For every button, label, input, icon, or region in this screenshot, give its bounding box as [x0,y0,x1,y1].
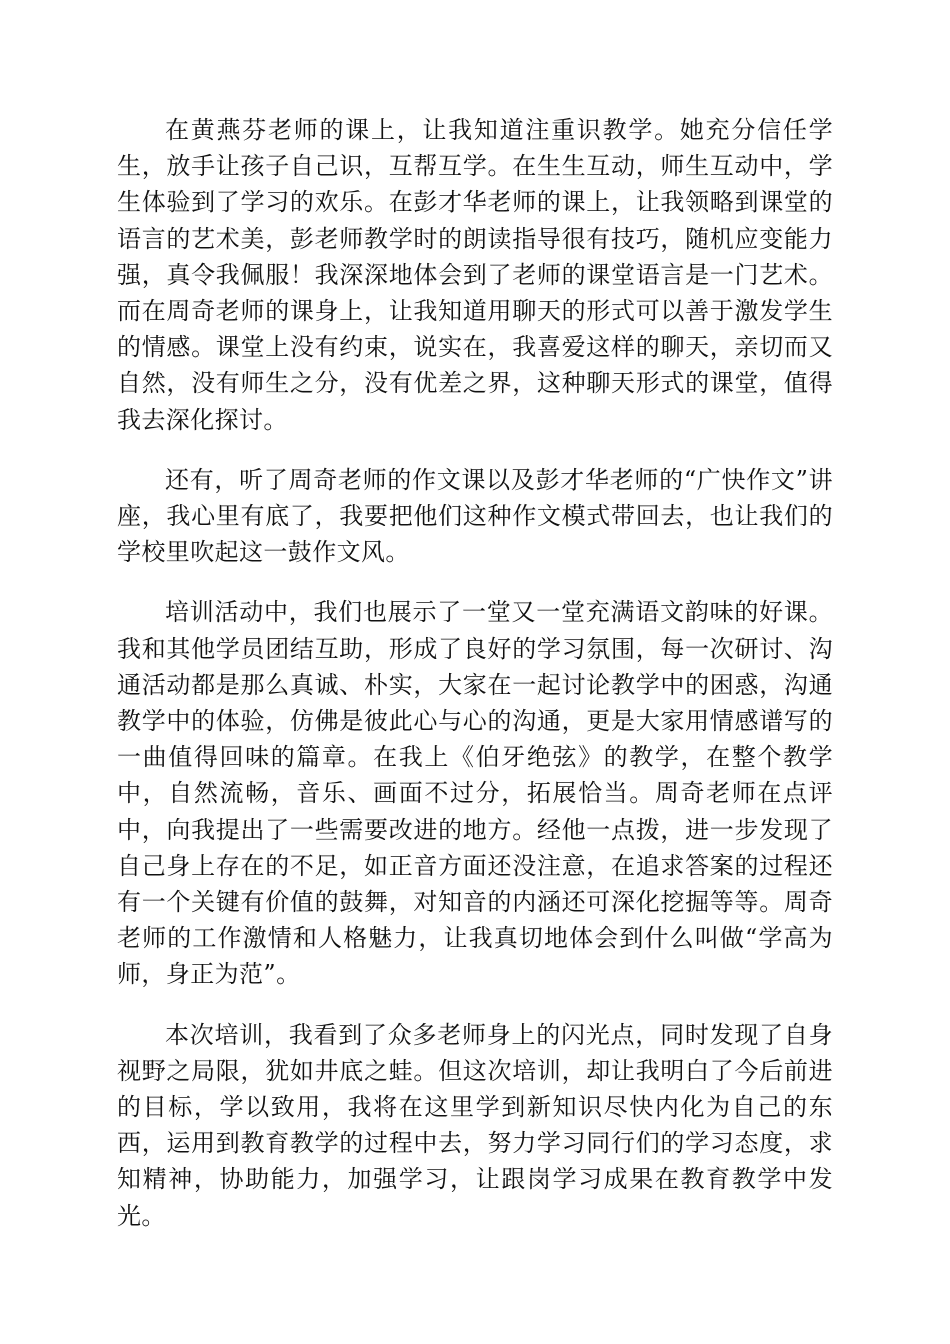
paragraph-3: 培训活动中，我们也展示了一堂又一堂充满语文韵味的好课。我和其他学员团结互助，形成了良好的学习氛围，每一次研讨、沟通活动都是那么真诚、朴实，大家在一起讨论教学中的困惑，沟通教学中的体验，仿佛是彼此心与心的沟通，更是大家用情感谱写的一曲值得回味的篇章。在我上《伯牙绝弦》的教学，在整个教学中，自然流畅，音乐、画面不过分，拓展恰当。周奇老师在点评中，向我提出了一些需要改进的地方。经他一点拨，进一步发现了自己身上存在的不足，如正音方面还没注意，在追求答案的过程还有一个关键有价值的鼓舞，对知音的内涵还可深化挖掘等等。周奇老师的工作激情和人格魅力，让我真切地体会到什么叫做“学高为师，身正为范”。 [117,598,833,989]
paragraph-4: 本次培训，我看到了众多老师身上的闪光点，同时发现了自身视野之局限，犹如井底之蛙。但这次培训，却让我明白了今后前进的目标，学以致用，我将在这里学到新知识尽快内化为自己的东西，运用到教育教学的过程中去，努力学习同行们的学习态度，求知精神，协助能力，加强学习，让跟岗学习成果在教育教学中发光。 [117,1020,833,1230]
paragraph-2: 还有，听了周奇老师的作文课以及彭才华老师的“广快作文”讲座，我心里有底了，我要把他们这种作文模式带回去，也让我们的学校里吹起这一鼓作文风。 [117,465,833,567]
paragraph-1: 在黄燕芬老师的课上，让我知道注重识教学。她充分信任学生，放手让孩子自己识，互帮互学。在生生互动，师生互动中，学生体验到了学习的欢乐。在彭才华老师的课上，让我领略到课堂的语言的艺术美，彭老师教学时的朗读指导很有技巧，随机应变能力强，真令我佩服！我深深地体会到了老师的课堂语言是一门艺术。而在周奇老师的课身上，让我知道用聊天的形式可以善于激发学生的情感。课堂上没有约束，说实在，我喜爱这样的聊天，亲切而又自然，没有师生之分，没有优差之界，这种聊天形式的课堂，值得我去深化探讨。 [117,116,833,434]
document-body [117,112,833,1258]
